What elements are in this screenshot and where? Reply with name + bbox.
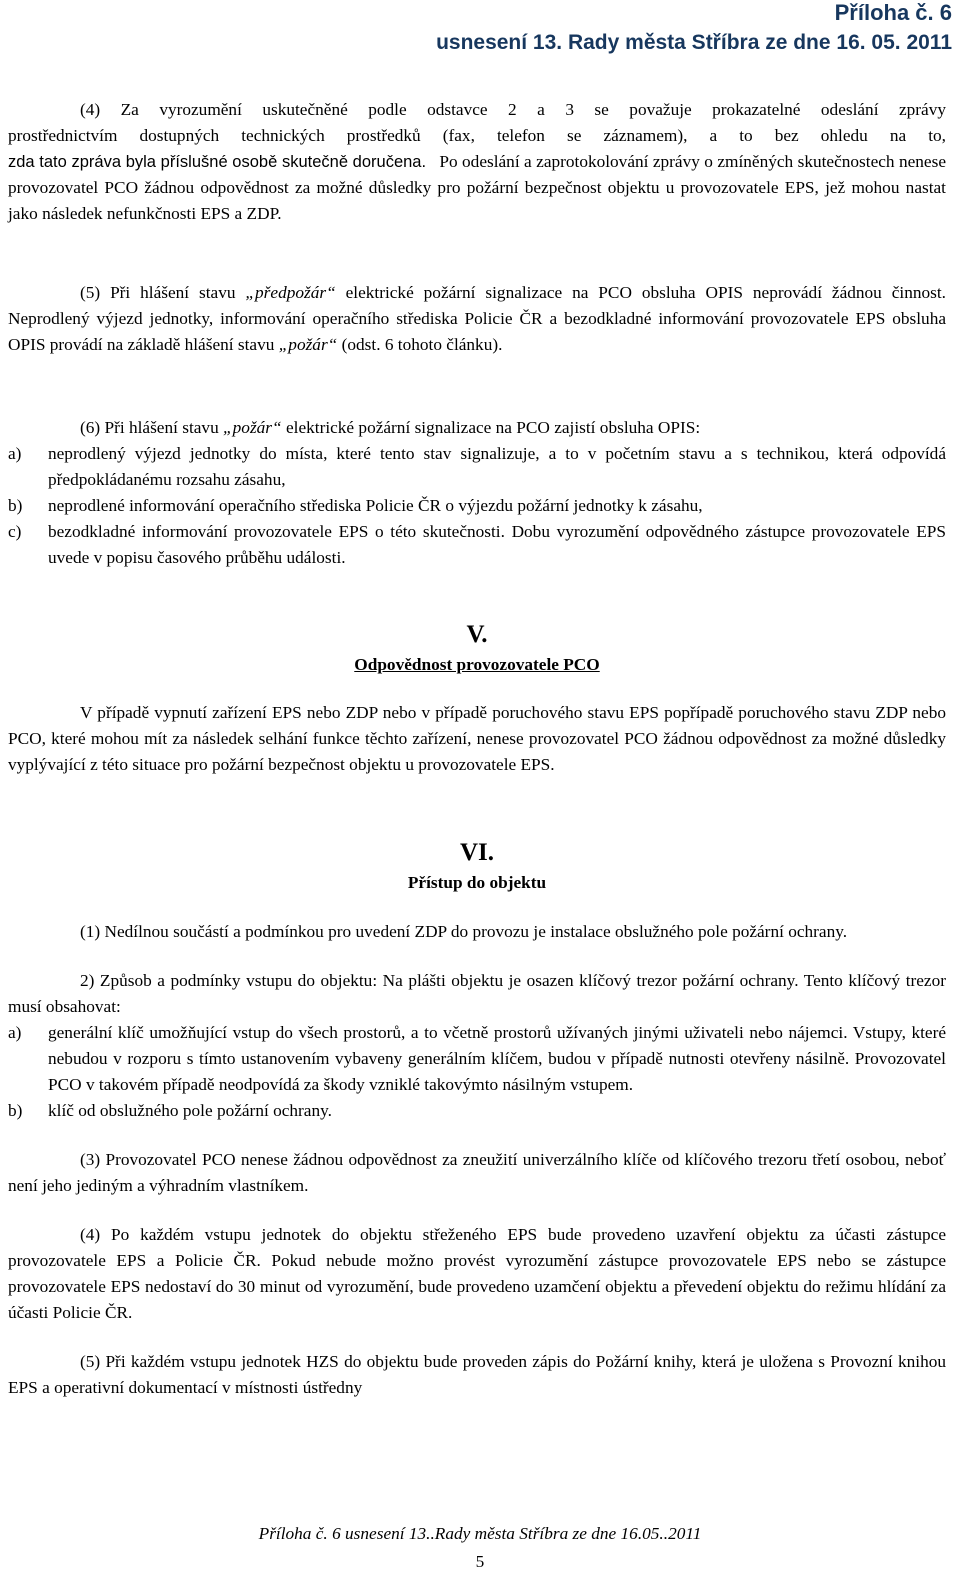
paragraph-4-rest	[8, 149, 946, 227]
paragraph-4	[8, 97, 946, 227]
paragraph-5-term-predpozar: „předpožár“	[245, 283, 336, 302]
list-item-text: bezodkladné informování provozovatele EPS o této skutečnosti. Dobu vyrozumění odpovědného zástupce provozovatele EPS uvede v popisu časového průběhu události.	[48, 522, 946, 567]
section-5-number: V.	[466, 621, 488, 648]
list-item-text: neprodlené informování operačního střediska Policie ČR o výjezdu požární jednotky k zásahu,	[48, 496, 703, 515]
paragraph-5-part-b: elektrické požární signalizace na PCO obsluha OPIS neprovádí žádnou činnost.	[345, 283, 946, 302]
paragraph-5-part-c: Neprodlený výjezd jednotky, informování operačního střediska Policie ČR a bezodkladné informování provozovatele EPS obsluha OPIS provádí na základě hlášení stavu	[8, 309, 946, 354]
list-item-text: klíč od obslužného pole požární ochrany.	[48, 1101, 332, 1120]
list-marker: b)	[8, 1101, 23, 1120]
paragraph-5-term-pozar: „požár“	[278, 335, 338, 354]
section-6-paragraph-2: 2) Způsob a podmínky vstupu do objektu: Na plášti objektu je osazen klíčový trezor požární ochrany. Tento klíčový trezor musí obsahovat:	[8, 971, 946, 1016]
section-5-title: Odpovědnost provozovatele PCO	[354, 655, 600, 674]
paragraph-6-term-pozar: „požár“	[223, 418, 282, 437]
paragraph-4-text: Po odeslání a zaprotokolování zprávy o zmíněných skutečnostech nenese provozovatel PCO žádnou odpovědnost za možné důsledky pro požární bezpečnost objektu u provozovatele EPS, jež mohou nastat jako následek nefunkčnosti EPS a ZDP.	[8, 152, 946, 223]
document-header-annex: Příloha č. 6	[834, 0, 952, 25]
paragraph-4-line-1: (4) Za vyrozumění uskutečněné podle odstavce 2 a 3 se považuje prokazatelné odeslání zprávy	[80, 100, 946, 119]
list-marker: a)	[8, 444, 22, 463]
list-item	[8, 519, 946, 571]
list-item	[8, 441, 946, 493]
section-6-paragraph-3: (3) Provozovatel PCO nenese žádnou odpovědnost za zneužití univerzálního klíče od klíčového trezoru třetí osobou, neboť není jeho jediným a výhradním vlastníkem.	[8, 1150, 946, 1195]
list-item	[8, 493, 946, 519]
footer-annex-note: Příloha č. 6 usnesení 13..Rady města Stříbra ze dne 16.05..2011	[258, 1524, 702, 1543]
paragraph-6	[8, 415, 946, 571]
section-6-number: VI.	[459, 839, 495, 866]
section-6-paragraph-1: (1) Nedílnou součástí a podmínkou pro uvedení ZDP do provozu je instalace obslužného pole požární ochrany.	[80, 922, 848, 941]
list-marker: a)	[8, 1023, 22, 1042]
section-5-text: V případě vypnutí zařízení EPS nebo ZDP nebo v případě poruchového stavu EPS popřípadě poruchového stavu ZDP nebo PCO, které mohou mít za následek selhání funkce těchto zařízení, nenese provozovatel PCO žádnou odpovědnost za možné důsledky vyplývající z této situace pro požární bezpečnost objektu u provozovatele EPS.	[8, 703, 946, 774]
paragraph-5	[8, 280, 946, 358]
paragraph-5-part-d: (odst. 6 tohoto článku).	[341, 335, 503, 354]
paragraph-4-sans-fragment: zda tato zpráva byla příslušné osobě skutečně doručena.	[8, 153, 427, 171]
section-6-list	[8, 1020, 946, 1124]
section-6	[8, 838, 946, 1401]
list-marker: c)	[8, 522, 22, 541]
paragraph-6-part-b: elektrické požární signalizace na PCO zajistí obsluha OPIS:	[285, 418, 701, 437]
page-number: 5	[475, 1552, 485, 1571]
section-5	[8, 620, 946, 778]
list-item-text: neprodlený výjezd jednotky do místa, které tento stav signalizuje, a to v početním stavu a s technikou, která odpovídá předpokládanému rozsahu zásahu,	[48, 444, 946, 489]
paragraph-6-part-a: (6) Při hlášení stavu	[80, 418, 219, 437]
list-item	[8, 1098, 946, 1124]
list-item	[8, 1020, 946, 1098]
section-6-paragraph-5: (5) Při každém vstupu jednotek HZS do objektu bude proveden zápis do Požární knihy, která je uložena s Provozní knihou EPS a operativní dokumentací v místnosti ústředny	[8, 1352, 946, 1397]
paragraph-6-intro	[8, 415, 946, 441]
list-marker: b)	[8, 496, 23, 515]
paragraph-4-line-2: prostřednictvím dostupných technických prostředků (fax, telefon se záznamem), a to bez ohledu na to,	[8, 126, 946, 145]
paragraph-5-text	[8, 280, 946, 358]
document-header-resolution: usnesení 13. Rady města Stříbra ze dne 16. 05. 2011	[436, 31, 952, 54]
section-6-paragraph-4: (4) Po každém vstupu jednotek do objektu střeženého EPS bude provedeno uzavření objektu za účasti zástupce provozovatele EPS a Policie ČR. Pokud nebude možno provést vyrozumění zástupce provozovatele EPS nebo se zástupce provozovatele EPS nedostaví do 30 minut od vyrozumění, bude provedeno uzamčení objektu a převedení objektu do režimu hlídání za účasti Policie ČR.	[8, 1225, 946, 1322]
section-6-title: Přístup do objektu	[407, 873, 547, 892]
list-item-text: generální klíč umožňující vstup do všech prostorů, a to včetně prostorů užívaných jinými uživateli nebo nájemci. Vstupy, které nebudou v rozporu s tímto ustanovením vybaveny generálním klíčem, budou v případě nutnosti otevřeny násilně. Provozovatel PCO v takovém případě neodpovídá za škody vzniklé takovýmto násilným vstupem.	[48, 1023, 946, 1094]
paragraph-6-list	[8, 441, 946, 571]
paragraph-5-part-a: (5) Při hlášení stavu	[80, 283, 236, 302]
